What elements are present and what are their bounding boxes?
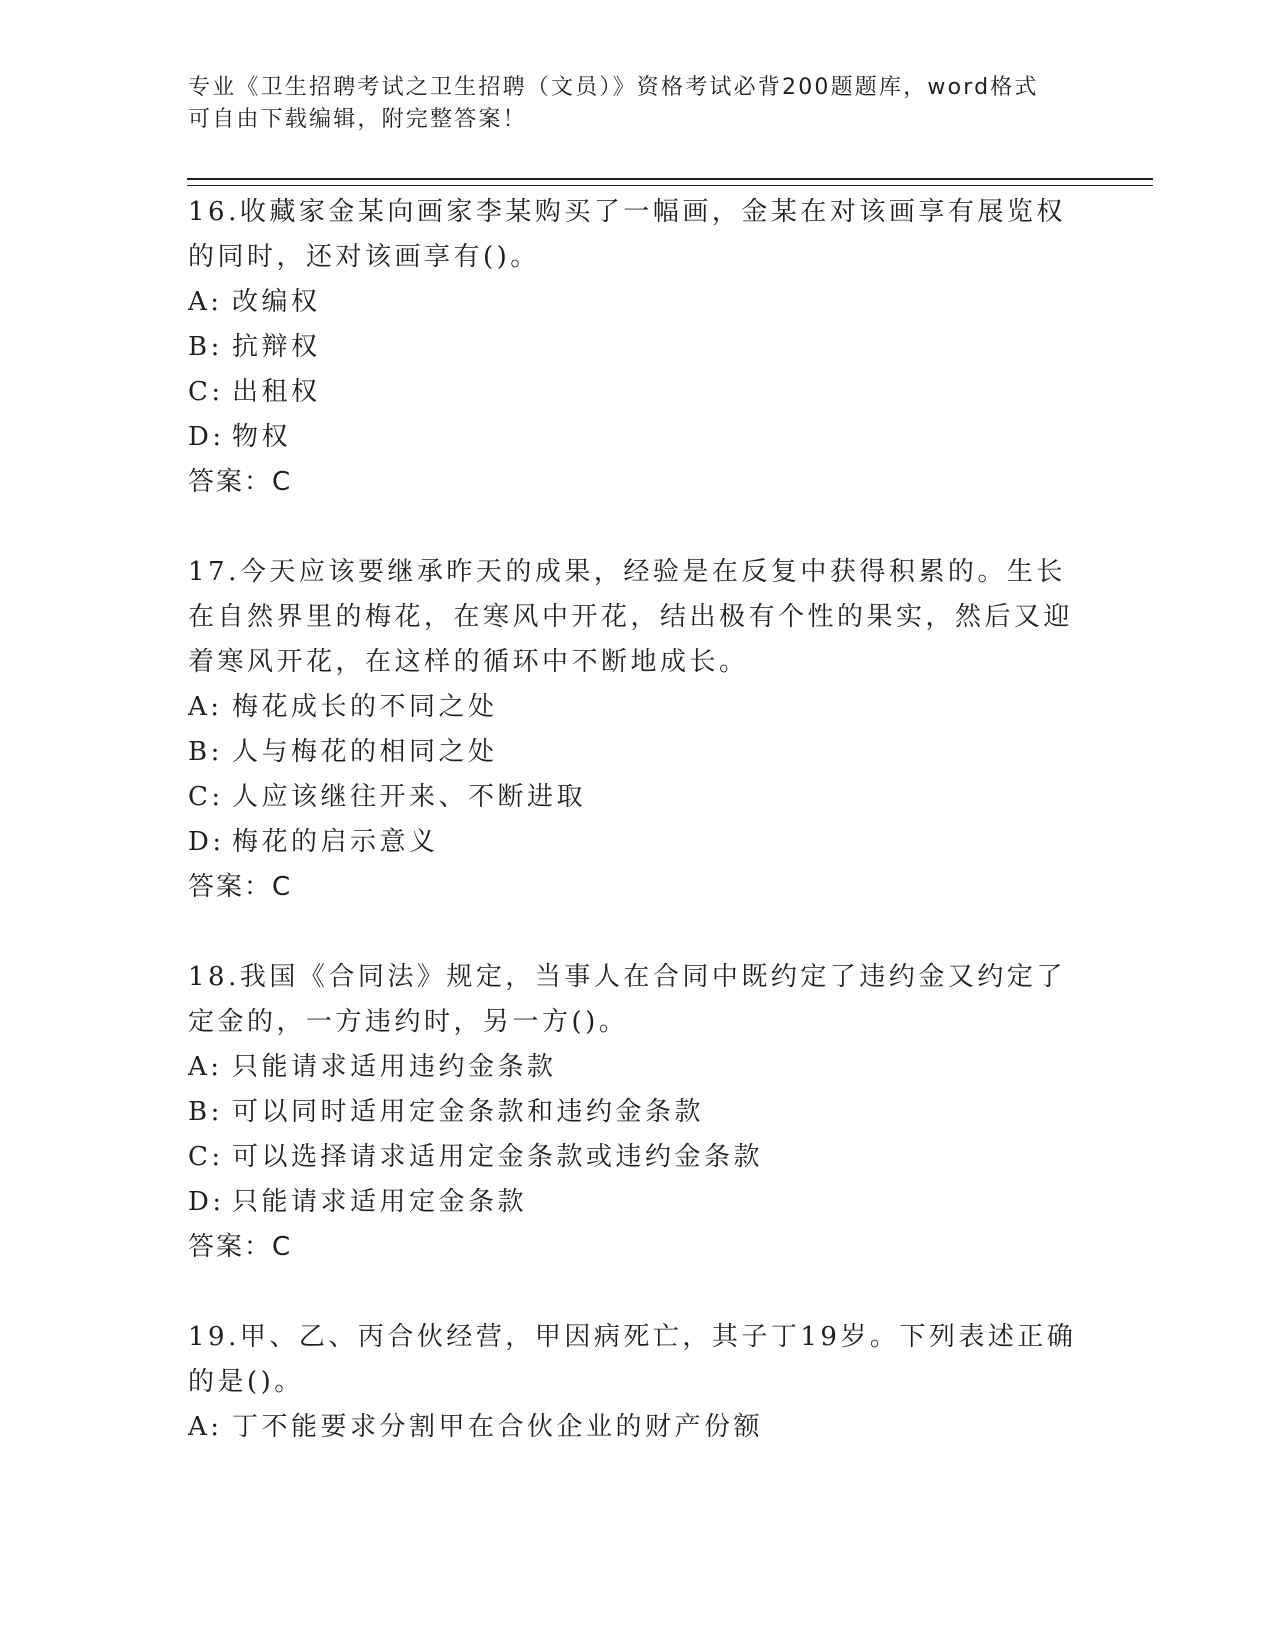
question-gap (188, 1270, 1088, 1315)
question-list (188, 190, 1088, 1450)
question-gap (188, 505, 1088, 550)
option-key: C: (188, 1142, 224, 1172)
option-key: A: (188, 692, 223, 722)
option-key: A: (188, 1412, 223, 1442)
option-text: 梅花成长的不同之处 (232, 692, 498, 722)
option-key: A: (188, 1052, 223, 1082)
option-key: C: (188, 377, 224, 407)
question-text: 18.我国《合同法》规定，当事人在合同中既约定了违约金又约定了定金的，一方违约时，另一方()。 (188, 962, 1066, 1037)
option-key: D: (188, 1187, 225, 1217)
question-text: 19.甲、乙、丙合伙经营，甲因病死亡，其子丁19岁。下列表述正确的是()。 (188, 1322, 1077, 1397)
option-key: B: (188, 737, 223, 767)
answer-line: 答案：C (188, 467, 293, 497)
question-text: 17.今天应该要继承昨天的成果，经验是在反复中获得积累的。生长在自然界里的梅花，在寒风中开花，结出极有个性的果实，然后又迎着寒风开花，在这样的循环中不断地成长。 (188, 557, 1074, 677)
question-18 (188, 955, 1088, 1270)
option-text: 丁不能要求分割甲在合伙企业的财产份额 (232, 1412, 764, 1442)
header-line-1: 专业《卫生招聘考试之卫生招聘（文员）》资格考试必背200题题库，word格式 (188, 75, 1039, 100)
option-a (188, 685, 1088, 730)
option-text: 出租权 (232, 377, 321, 407)
option-text: 只能请求适用定金条款 (232, 1187, 528, 1217)
document-header (188, 72, 1088, 136)
option-a (188, 280, 1088, 325)
option-key: B: (188, 332, 223, 362)
option-text: 梅花的启示意义 (232, 827, 439, 857)
option-b (188, 325, 1088, 370)
option-key: D: (188, 827, 225, 857)
option-c (188, 1135, 1088, 1180)
option-text: 可以同时适用定金条款和违约金条款 (232, 1097, 705, 1127)
option-text: 只能请求适用违约金条款 (232, 1052, 557, 1082)
question-19 (188, 1315, 1088, 1450)
option-text: 物权 (232, 422, 292, 452)
option-key: B: (188, 1097, 223, 1127)
option-key: C: (188, 782, 224, 812)
option-d (188, 415, 1088, 460)
question-gap (188, 910, 1088, 955)
answer-line: 答案：C (188, 872, 293, 902)
option-text: 抗辩权 (232, 332, 321, 362)
question-text: 16.收藏家金某向画家李某购买了一幅画，金某在对该画享有展览权的同时，还对该画享有()。 (188, 197, 1066, 272)
option-key: D: (188, 422, 225, 452)
option-d (188, 820, 1088, 865)
answer-line: 答案：C (188, 1232, 293, 1262)
option-text: 人与梅花的相同之处 (232, 737, 498, 767)
header-divider (187, 178, 1153, 186)
question-17 (188, 550, 1088, 910)
option-text: 可以选择请求适用定金条款或违约金条款 (232, 1142, 764, 1172)
option-key: A: (188, 287, 223, 317)
option-a (188, 1405, 1088, 1450)
option-c (188, 775, 1088, 820)
option-b (188, 730, 1088, 775)
question-16 (188, 190, 1088, 505)
option-c (188, 370, 1088, 415)
header-line-2: 可自由下载编辑，附完整答案！ (188, 107, 527, 132)
option-a (188, 1045, 1088, 1090)
option-d (188, 1180, 1088, 1225)
option-text: 人应该继往开来、不断进取 (232, 782, 587, 812)
option-b (188, 1090, 1088, 1135)
option-text: 改编权 (232, 287, 321, 317)
